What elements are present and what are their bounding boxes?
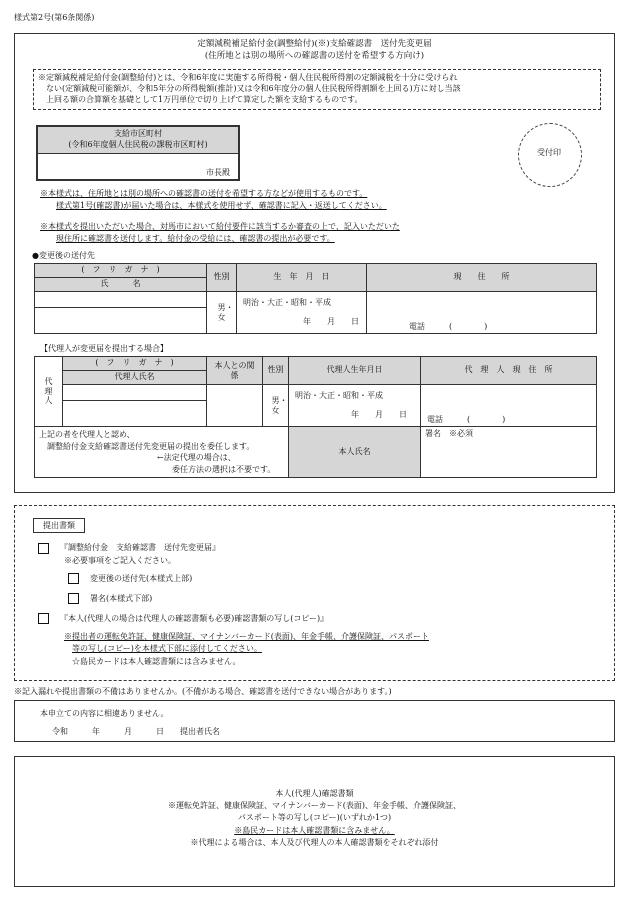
form-number: 様式第2号(第6条関係) bbox=[14, 13, 95, 22]
signature-input[interactable] bbox=[421, 427, 597, 478]
attach-line: ※運転免許証、健康保険証、マイナンバーカード(表面)、年金手帳、介護保険証、 bbox=[168, 801, 461, 810]
sex-header: 性別 bbox=[207, 264, 237, 292]
sex-choice[interactable] bbox=[207, 292, 237, 334]
agent-phone-label: 電話 ( ) bbox=[427, 415, 506, 425]
agent-sex-value: 男・女 bbox=[271, 396, 288, 415]
signature-label: 署名 ※必須 bbox=[425, 429, 473, 438]
declaration-text: 本申立ての内容に相違ありません。 bbox=[40, 709, 169, 718]
agent-birth-header: 代理人生年月日 bbox=[289, 357, 421, 385]
furigana-header: ( フ リ ガ ナ ) bbox=[35, 264, 207, 278]
doc-item-2-note: 等の写し(コピー)を本様式下部に添付してください。 bbox=[72, 644, 262, 653]
notice-line: 様式第1号(確認書)が届いた場合は、本様式を使用せず、確認書に記入・返送してください。 bbox=[56, 201, 387, 210]
agent-furigana-header: ( フ リ ガ ナ ) bbox=[63, 357, 207, 371]
agent-name-header: 代理人氏名 bbox=[63, 371, 207, 385]
principal-name-header bbox=[289, 427, 421, 478]
agent-label-cell bbox=[35, 357, 63, 427]
municipality-label-sub: (令和6年度個人住民税の課税市区町村) bbox=[68, 139, 208, 149]
form-title: 定額減税補足給付金(調整給付)(※)支給確認書 送付先変更届 bbox=[197, 39, 432, 49]
attach-line: パスポート等の写し(コピー)(いずれか1つ) bbox=[237, 813, 392, 822]
agent-era-options: 明治・大正・昭和・平成 bbox=[295, 390, 383, 400]
relation-header bbox=[207, 357, 263, 385]
notice-line: ※本様式を提出いただいた場合、対馬市において給付要件に該当するか審査の上で、記入いただいた bbox=[40, 222, 400, 231]
documents-heading: 提出書類 bbox=[43, 521, 75, 530]
agent-table bbox=[34, 356, 597, 478]
doc-item-1-note: ※必要事項をご記入ください。 bbox=[64, 556, 176, 565]
birth-header: 生 年 月 日 bbox=[237, 264, 367, 292]
birth-input[interactable] bbox=[237, 292, 367, 334]
checkbox-id-copy[interactable] bbox=[38, 613, 49, 624]
era-options: 明治・大正・昭和・平成 bbox=[243, 297, 331, 307]
doc-sub-2: 署名(本様式下部) bbox=[90, 594, 153, 603]
agent-sex-header: 性別 bbox=[263, 357, 289, 385]
declaration-date-line: 令和 年 月 日 提出者氏名 bbox=[52, 727, 220, 736]
notice-line: ※本様式は、住所地とは別の場所への確認書の送付を希望する方などが使用するものです。 bbox=[40, 189, 368, 198]
relation-label: 本人との関係 bbox=[214, 360, 255, 380]
note-line: 上回る額の合算額を基礎として1万円単位で切り上げて算定した額を支給するものです。 bbox=[46, 95, 363, 105]
form-subtitle: (住所地とは別の場所への確認書の送付を希望する方向け) bbox=[204, 51, 425, 61]
doc-item-2: 『本人(代理人の場合は代理人の確認書類も必要)確認書類の写し(コピー)』 bbox=[60, 614, 329, 623]
note-line: ない(定額減税可能額が、令和5年分の所得税額(推計)又は令和6年度分の個人住民税所得割額を上回る)方に対し当該 bbox=[46, 84, 461, 94]
agent-name-input[interactable] bbox=[63, 401, 207, 427]
attach-line-3: ※島民カードは本人確認書類に含みません。 bbox=[234, 826, 395, 835]
name-input[interactable] bbox=[35, 308, 207, 334]
principal-name-label: 本人氏名 bbox=[338, 446, 371, 456]
delegation-line: 調整給付金支給確認書送付先変更届の提出を委任します。 bbox=[47, 441, 255, 451]
municipality-label: 支給市区町村 bbox=[114, 129, 162, 138]
ymd: 年 月 日 bbox=[303, 316, 359, 326]
warning-text: ※記入漏れや提出書類の不備はありませんか。(不備がある場合、確認書を送付できない場合があります。) bbox=[14, 687, 392, 696]
section-new-address: ●変更後の送付先 bbox=[32, 251, 95, 260]
checkbox-new-address[interactable] bbox=[68, 573, 79, 584]
address-header: 現 住 所 bbox=[367, 264, 597, 292]
agent-address-header: 代 理 人 現 住 所 bbox=[421, 357, 597, 385]
new-address-table bbox=[34, 263, 597, 334]
address-input[interactable] bbox=[367, 292, 597, 334]
note-line: ※定額減税補足給付金(調整給付)とは、令和6年度に実施する所得税・個人住民税所得割の定額減税を十分に受けられ bbox=[38, 73, 458, 82]
agent-label: 代理人 bbox=[44, 377, 53, 406]
sex-value: 男・女 bbox=[217, 303, 234, 322]
attach-title: 本人(代理人)確認書類 bbox=[275, 789, 354, 798]
reception-stamp-label: 受付印 bbox=[537, 148, 561, 157]
agent-sex-choice[interactable] bbox=[263, 385, 289, 427]
definition-note bbox=[33, 69, 601, 110]
doc-item-1: 『調整給付金 支給確認書 送付先変更届』 bbox=[60, 543, 220, 552]
municipality-label-area bbox=[38, 127, 238, 154]
relation-input[interactable] bbox=[207, 385, 263, 427]
attach-line bbox=[14, 826, 615, 837]
agent-birth-input[interactable] bbox=[289, 385, 421, 427]
doc-item-2-star: ☆島民カードは本人確認書類には含みません。 bbox=[72, 657, 241, 666]
name-header: 氏 名 bbox=[35, 278, 207, 292]
attach-line: ※代理による場合は、本人及び代理人の本人確認書類をそれぞれ添付 bbox=[190, 838, 439, 847]
delegation-line: ←法定代理の場合は、 bbox=[157, 453, 236, 463]
delegation-line: 委任方法の選択は不要です。 bbox=[172, 464, 276, 474]
delegation-line: 上記の者を代理人と認め、 bbox=[39, 430, 135, 439]
section-agent: 【代理人が変更届を提出する場合】 bbox=[40, 344, 168, 353]
notice-line: 現住所に確認書を送付します。給付金の受給には、確認書の提出が必要です。 bbox=[56, 234, 335, 243]
checkbox-change-form[interactable] bbox=[38, 543, 49, 554]
doc-sub-1: 変更後の送付先(本様式上部) bbox=[90, 574, 193, 583]
documents-heading-box bbox=[33, 518, 85, 533]
checkbox-signature[interactable] bbox=[68, 593, 79, 604]
agent-furigana-input[interactable] bbox=[63, 385, 207, 401]
phone-label: 電話 ( ) bbox=[409, 322, 488, 332]
mayor-label: 市長殿 bbox=[206, 168, 230, 177]
delegation-text bbox=[35, 427, 289, 478]
doc-item-2-note: ※提出者の運転免許証、健康保険証、マイナンバーカード(表面)、年金手帳、介護保険証、パスポート bbox=[64, 632, 429, 641]
agent-ymd: 年 月 日 bbox=[351, 409, 407, 419]
agent-address-input[interactable] bbox=[421, 385, 597, 427]
furigana-input[interactable] bbox=[35, 292, 207, 308]
